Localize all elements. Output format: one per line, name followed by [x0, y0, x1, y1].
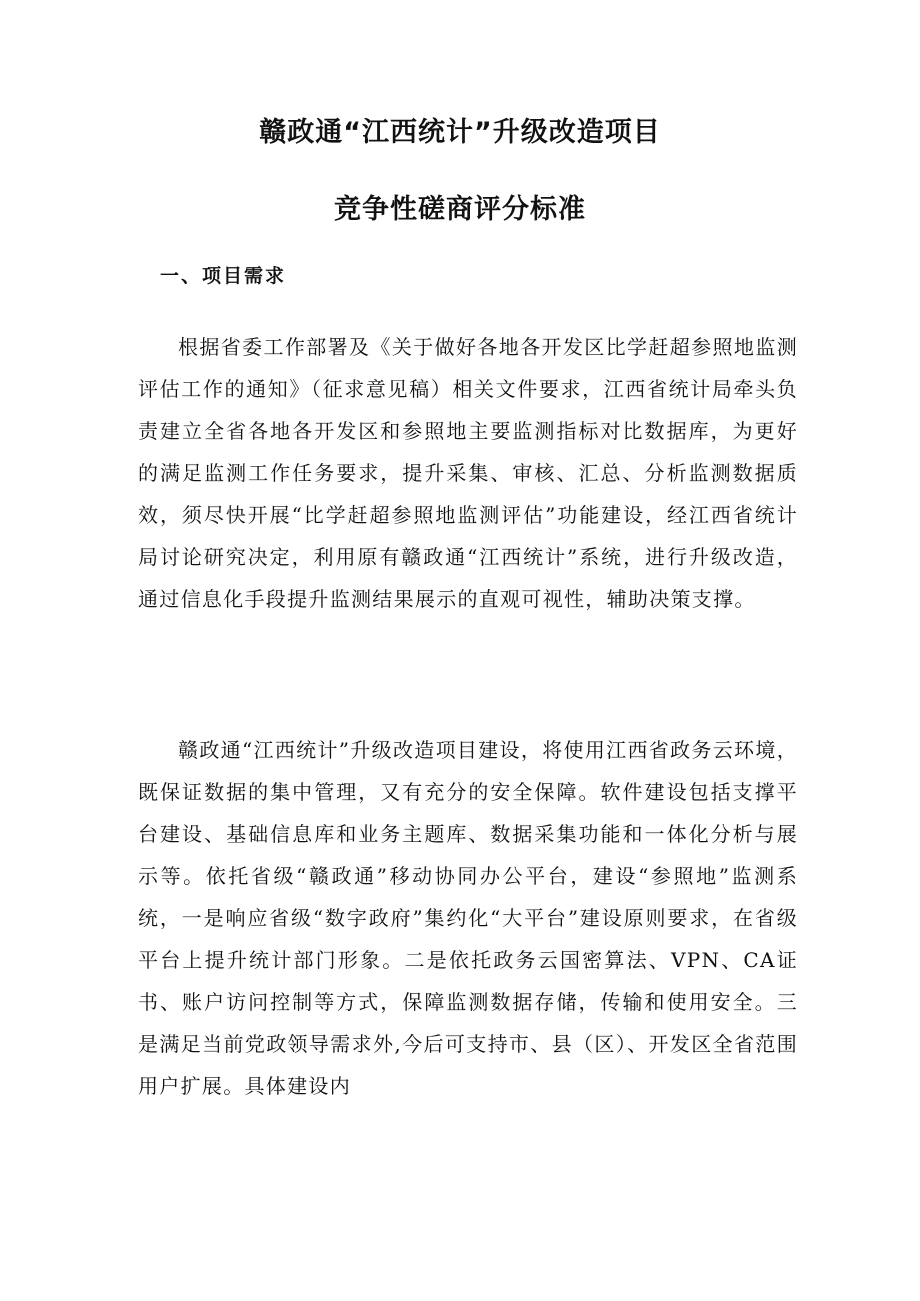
section-heading-project-requirements: 一、项目需求: [160, 265, 287, 287]
body-paragraph-1: 根据省委工作部署及《关于做好各地各开发区比学赶超参照地监测评估工作的通知》（征求意见稿）相关文件要求，江西省统计局牵头负责建立全省各地各开发区和参照地主要监测指标对比数据库，为更好的满足监测工作任务要求，提升采集、审核、汇总、分析监测数据质效，须尽快开展“比学赶超参照地监测评估”功能建设，经江西省统计局讨论研究决定，利用原有赣政通“江西统计”系统，进行升级改造，通过信息化手段提升监测结果展示的直观可视性，辅助决策支撑。: [138, 335, 798, 611]
document-title-line-2: 竞争性磋商评分标准: [334, 194, 586, 225]
document-title-line-1: 赣政通“江西统计”升级改造项目: [259, 117, 661, 148]
body-paragraph-2: 赣政通“江西统计”升级改造项目建设，将使用江西省政务云环境，既保证数据的集中管理，又有充分的安全保障。软件建设包括支撑平台建设、基础信息库和业务主题库、数据采集功能和一体化分析与展示等。依托省级“赣政通”移动协同办公平台，建设“参照地”监测系统，一是响应省级“数字政府”集约化“大平台”建设原则要求，在省级平台上提升统计部门形象。二是依托政务云国密算法、VPN、CA证书、账户访问控制等方式，保障监测数据存储，传输和使用安全。三是满足当前党政领导需求外,今后可支持市、县（区）、开发区全省范围用户扩展。具体建设内: [138, 738, 798, 1098]
